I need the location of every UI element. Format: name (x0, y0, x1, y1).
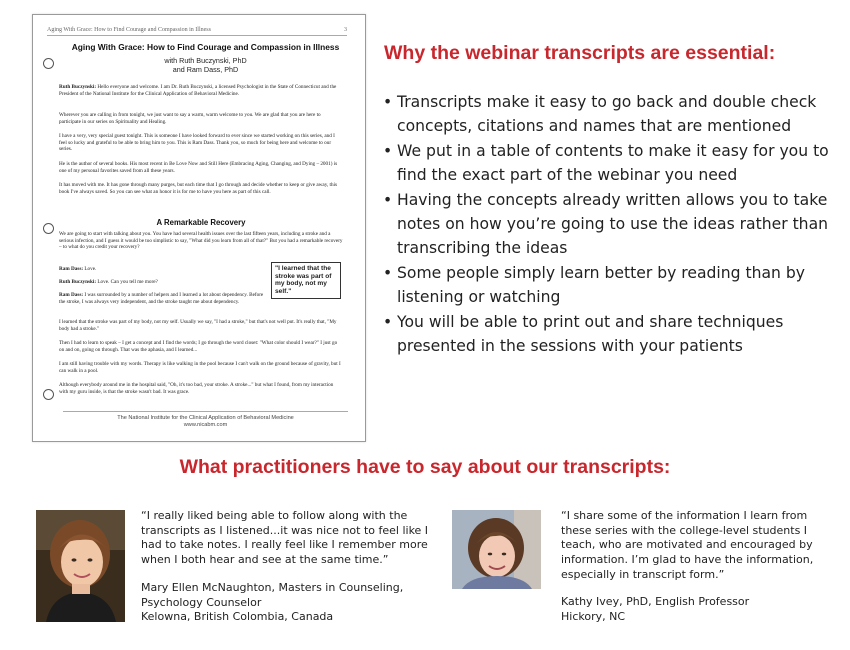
benefit-item: • Some people simply learn better by reading than by listening or watching (382, 261, 832, 309)
author-line: with Ruth Buczynski, PhD (164, 56, 247, 65)
speaker-name: Ruth Buczynski: (59, 84, 97, 90)
testimonial-location: Kelowna, British Colombia, Canada (141, 610, 334, 624)
transcript-paragraph (59, 266, 259, 273)
testimonials-heading: What practitioners have to say about our transcripts: (179, 456, 671, 478)
why-heading: Why the webinar transcripts are essential: (384, 42, 776, 64)
transcript-paragraph (59, 84, 343, 97)
transcript-paragraph: He is the author of several books. His most recent in Be Love Now and Still Here (Embracing Aging, Changing, and Dying – 2001) is one of my personal favorites saved from all these years. (59, 161, 338, 174)
transcript-paragraph: I learned that the stroke was part of my body, not my self. Usually we say, "I had a stroke," but that's not well put. It's really that, "My body had a stroke." (59, 319, 337, 332)
transcript-paragraph: It has moved with me. It has gone through many purges, but each time that I go through and decide whether to keep or give away, this book I've always saved. So you can see what an honor it is for me to have you here as part of this call. (59, 182, 338, 195)
transcript-paragraph: I have a very, very special guest tonight. This is someone I have looked forward to ever since we started working on this series, and I feel so lucky and grateful to be able to bring him to you. This is Ram Dass. Thank you, so much for being here and welcome to our series. (59, 133, 335, 153)
running-head-text: Aging With Grace: How to Find Courage and Compassion in Illness (47, 27, 211, 33)
section-heading: A Remarkable Recovery (156, 218, 246, 227)
transcript-title: Aging With Grace: How to Find Courage and Compassion in Illness (71, 42, 340, 52)
transcript-paragraph: Although everybody around me in the hospital said, "Oh, it's too bad, your stroke. A stroke..." but what I found, from my interaction with my guru inside, is that the stroke wasn't bad. It was grace. (59, 382, 334, 395)
testimonial-photo (452, 510, 541, 589)
benefit-item: • Transcripts make it easy to go back and double check concepts, citations and names that are mentioned (382, 90, 832, 138)
paragraph-text: I was surrounded by a number of helpers and I learned a lot about dependency. Before the stroke, I was always very independent, and the stroke taught me about dependency. (59, 292, 264, 305)
testimonial-quote: “I really liked being able to follow along with the transcripts as I listened...it was nice not to feel like I had to take notes. I really feel like I remember more when I both hear and see at the same time.” (141, 509, 429, 567)
person-portrait-icon (36, 510, 125, 622)
transcript-paragraph: Then I had to learn to speak – I get a concept and I find the words; I go through the word closet: "What color should I wear?" I just go on and on, going on through. That was the aphasia, and I learned... (59, 340, 338, 353)
benefit-item: • We put in a table of contents to make it easy for you to find the exact part of the webinar you need (382, 139, 832, 187)
footer-organization: The National Institute for the Clinical Application of Behavioral Medicine (117, 415, 294, 421)
transcript-paragraph (59, 292, 264, 305)
testimonial-role: Psychology Counselor (141, 595, 262, 609)
binder-hole-icon (43, 58, 54, 69)
testimonial-attribution (141, 581, 441, 625)
binder-hole-icon (43, 389, 54, 400)
paragraph-text: Love. Can you tell me more? (97, 279, 158, 285)
footer-website: www.nicabm.com (183, 421, 228, 428)
running-head (47, 27, 347, 36)
binder-hole-icon (43, 223, 54, 234)
benefits-list (382, 90, 832, 359)
transcript-footer (63, 411, 348, 428)
speaker-name: Ram Dass: (59, 292, 84, 298)
speaker-name: Ruth Buczynski: (59, 279, 97, 285)
transcript-paragraph: Wherever you are calling in from tonight, we just want to say a warm, warm welcome to you. We are glad that you are here to participate in our series on Spirituality and Healing. (59, 112, 321, 125)
paragraph-text: Love. (84, 266, 97, 272)
page-number: 3 (344, 27, 347, 33)
testimonial-quote: “I share some of the information I learn from these series with the college-level students I teach, who are motivated and encouraged by information. I’m glad to have the information, especially in transcript form.” (561, 509, 814, 581)
author-line: and Ram Dass, PhD (172, 65, 239, 74)
transcript-paragraph: I am still having trouble with my words. Therapy is like walking in the pool because I can't walk on the ground because of gravity, but I can walk in a pool. (59, 361, 341, 374)
pull-quote: "I learned that the stroke was part of my body, not my self." (271, 262, 341, 299)
transcript-paragraph: We are going to start with talking about you. You have had several health issues over the last fifteen years, including a stroke and a serious infection, and I guess it would be too simplistic to say, "What did you learn from all of that?" But you had a remarkable recovery – to what do you credit your recovery? (59, 231, 343, 251)
benefit-item: • Having the concepts already written allows you to take notes on how you’re going to use the ideas rather than transcribing the ideas (382, 188, 832, 260)
paragraph-text: Hello everyone and welcome. I am Dr. Ruth Buczynski, a licensed Psychologist in the State of Connecticut and the President of the National Institute for the Clinical Application of Behavioral Medicine. (59, 84, 337, 97)
testimonial-name: Kathy Ivey, PhD, English Professor (561, 595, 750, 608)
testimonial-name: Mary Ellen McNaughton, Masters in Counseling, (141, 581, 404, 594)
benefit-item: • You will be able to print out and share techniques presented in the sessions with your patients (382, 310, 832, 358)
speaker-name: Ram Dass: (59, 266, 84, 272)
testimonial-attribution (561, 595, 829, 624)
person-portrait-icon (452, 510, 541, 589)
testimonial-photo (36, 510, 125, 622)
transcript-authors (63, 56, 348, 74)
transcript-paragraph (59, 279, 259, 286)
transcript-page-preview (32, 14, 366, 442)
testimonial-location: Hickory, NC (561, 609, 626, 623)
